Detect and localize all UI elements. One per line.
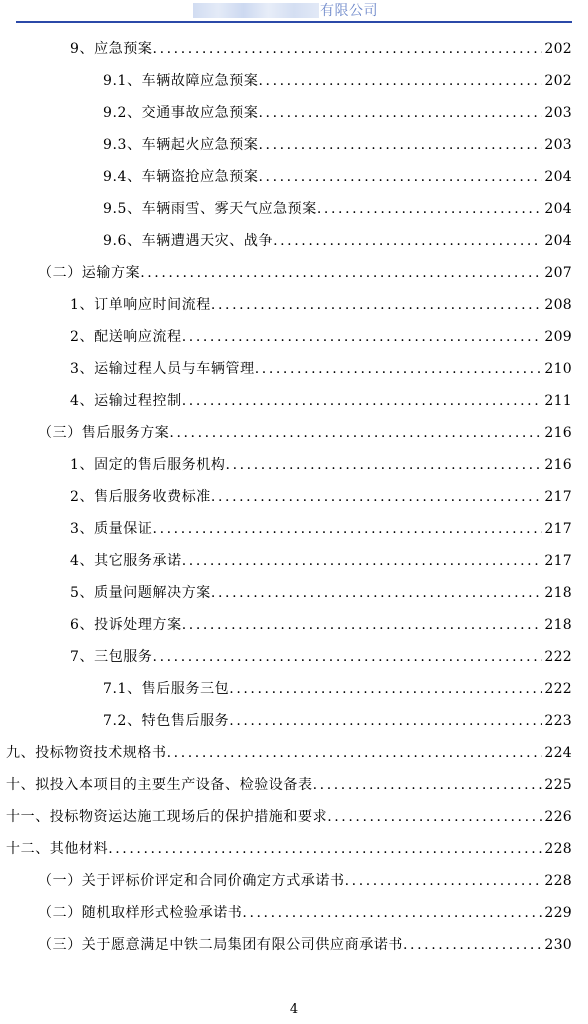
toc-dot-leader xyxy=(273,230,542,252)
toc-entry-title: 7.2、特色售后服务 xyxy=(103,713,230,729)
toc-dot-leader xyxy=(258,102,542,124)
toc-entry-title: 十二、其他材料 xyxy=(6,841,109,857)
toc-entry-page: 202 xyxy=(544,41,572,57)
toc-entry-title: 9.1、车辆故障应急预案 xyxy=(103,73,259,89)
toc-entry[interactable] xyxy=(6,774,572,796)
toc-entry-page: 217 xyxy=(544,553,572,569)
toc-dot-leader xyxy=(140,262,542,284)
toc-entry[interactable] xyxy=(103,102,572,124)
toc-entry[interactable] xyxy=(70,38,572,60)
toc-dot-leader xyxy=(258,166,542,188)
toc-dot-leader xyxy=(211,486,542,508)
toc-dot-leader xyxy=(108,838,542,860)
page-number: 4 xyxy=(289,1002,299,1017)
toc-dot-leader xyxy=(345,870,543,892)
toc-dot-leader xyxy=(255,358,543,380)
toc-entry[interactable] xyxy=(70,646,572,668)
toc-entry-page: 225 xyxy=(544,777,572,793)
toc-entry[interactable] xyxy=(103,198,572,220)
redacted-company-name xyxy=(193,3,319,18)
toc-dot-leader xyxy=(211,294,542,316)
toc-entry-page: 202 xyxy=(544,73,572,89)
toc-entry-title: 9.3、车辆起火应急预案 xyxy=(103,137,259,153)
toc-entry[interactable] xyxy=(70,358,572,380)
toc-entry-page: 209 xyxy=(544,329,572,345)
toc-entry-title: 3、质量保证 xyxy=(70,521,153,537)
toc-entry-title: 4、运输过程控制 xyxy=(70,393,182,409)
toc-dot-leader xyxy=(226,454,543,476)
toc-entry[interactable] xyxy=(6,742,572,764)
toc-entry-title: 1、固定的售后服务机构 xyxy=(70,457,226,473)
toc-entry-page: 210 xyxy=(544,361,572,377)
toc-entry-page: 223 xyxy=(544,713,572,729)
toc-dot-leader xyxy=(229,710,542,732)
toc-entry-title: 9.2、交通事故应急预案 xyxy=(103,105,259,121)
toc-entry[interactable] xyxy=(103,134,572,156)
toc-dot-leader xyxy=(153,646,543,668)
toc-entry-title: 2、配送响应流程 xyxy=(70,329,182,345)
toc-dot-leader xyxy=(327,806,542,828)
toc-entry-title: （二）随机取样形式检验承诺书 xyxy=(38,905,243,921)
toc-entry-page: 204 xyxy=(544,169,572,185)
toc-dot-leader xyxy=(317,198,543,220)
toc-entry[interactable] xyxy=(6,806,572,828)
toc-entry[interactable] xyxy=(103,678,572,700)
toc-dot-leader xyxy=(167,742,543,764)
toc-dot-leader xyxy=(229,678,542,700)
page-header xyxy=(0,0,588,22)
toc-entry-title: （三）售后服务方案 xyxy=(38,425,170,441)
toc-entry-page: 217 xyxy=(544,521,572,537)
toc-entry-title: 7、三包服务 xyxy=(70,649,153,665)
toc-entry[interactable] xyxy=(70,454,572,476)
toc-entry[interactable] xyxy=(103,710,572,732)
toc-entry-page: 203 xyxy=(544,137,572,153)
toc-entry-title: 9.6、车辆遭遇天灾、战争 xyxy=(103,233,274,249)
toc-entry-page: 228 xyxy=(544,841,572,857)
toc-entry-title: 3、运输过程人员与车辆管理 xyxy=(70,361,255,377)
header-company-suffix: 有限公司 xyxy=(320,3,378,19)
toc-entry-page: 222 xyxy=(544,649,572,665)
toc-entry-page: 230 xyxy=(544,937,572,953)
toc-entry[interactable] xyxy=(70,390,572,412)
toc-entry-page: 228 xyxy=(544,873,572,889)
toc-entry-title: 1、订单响应时间流程 xyxy=(70,297,211,313)
toc-dot-leader xyxy=(313,774,543,796)
toc-entry-title: 十一、投标物资运达施工现场后的保护措施和要求 xyxy=(6,809,328,825)
toc-entry-page: 218 xyxy=(544,617,572,633)
toc-dot-leader xyxy=(258,134,542,156)
toc-entry-title: （二）运输方案 xyxy=(38,265,141,281)
toc-entry-title: 九、投标物资技术规格书 xyxy=(6,745,167,761)
toc-dot-leader xyxy=(242,902,542,924)
toc-entry-page: 224 xyxy=(544,745,572,761)
toc-dot-leader xyxy=(403,934,542,956)
toc-entry-page: 204 xyxy=(544,201,572,217)
toc-dot-leader xyxy=(182,326,543,348)
toc-entry-page: 222 xyxy=(544,681,572,697)
toc-entry-page: 207 xyxy=(544,265,572,281)
toc-entry[interactable] xyxy=(38,902,572,924)
toc-entry-title: （三）关于愿意满足中铁二局集团有限公司供应商承诺书 xyxy=(38,937,403,953)
toc-entry[interactable] xyxy=(70,326,572,348)
toc-entry[interactable] xyxy=(6,838,572,860)
toc-entry-page: 208 xyxy=(544,297,572,313)
toc-entry-page: 216 xyxy=(544,425,572,441)
toc-dot-leader xyxy=(169,422,542,444)
toc-dot-leader xyxy=(153,518,543,540)
toc-entry-page: 218 xyxy=(544,585,572,601)
toc-entry-title: 4、其它服务承诺 xyxy=(70,553,182,569)
toc-dot-leader xyxy=(182,550,543,572)
toc-entry-page: 204 xyxy=(544,233,572,249)
toc-dot-leader xyxy=(182,390,543,412)
toc-entry-page: 229 xyxy=(544,905,572,921)
toc-entry-page: 226 xyxy=(544,809,572,825)
toc-entry-title: （一）关于评标价评定和合同价确定方式承诺书 xyxy=(38,873,345,889)
toc-entry[interactable] xyxy=(70,518,572,540)
toc-entry-title: 9.4、车辆盗抢应急预案 xyxy=(103,169,259,185)
toc-entry-title: 9.5、车辆雨雪、雾天气应急预案 xyxy=(103,201,317,217)
toc-entry[interactable] xyxy=(70,550,572,572)
toc-entry[interactable] xyxy=(70,614,572,636)
toc-entry-title: 5、质量问题解决方案 xyxy=(70,585,211,601)
toc-entry-title: 十、拟投入本项目的主要生产设备、检验设备表 xyxy=(6,777,313,793)
toc-entry-page: 216 xyxy=(544,457,572,473)
toc-dot-leader xyxy=(153,38,543,60)
toc-entry-page: 203 xyxy=(544,105,572,121)
toc-entry[interactable] xyxy=(70,486,572,508)
toc-entry-title: 6、投诉处理方案 xyxy=(70,617,182,633)
toc-entry-title: 2、售后服务收费标准 xyxy=(70,489,211,505)
toc-dot-leader xyxy=(258,70,542,92)
toc-entry[interactable] xyxy=(70,294,572,316)
toc-entry-page: 211 xyxy=(544,393,572,409)
toc-entry-title: 9、应急预案 xyxy=(70,41,153,57)
toc-entry[interactable] xyxy=(103,166,572,188)
toc-dot-leader xyxy=(182,614,543,636)
toc-entry-title: 7.1、售后服务三包 xyxy=(103,681,230,697)
toc-dot-leader xyxy=(211,582,542,604)
toc-entry[interactable] xyxy=(38,870,572,892)
toc-entry[interactable] xyxy=(103,230,572,252)
toc-entry[interactable] xyxy=(38,422,572,444)
toc-entry[interactable] xyxy=(70,582,572,604)
toc-entry[interactable] xyxy=(103,70,572,92)
toc-entry[interactable] xyxy=(38,934,572,956)
header-rule xyxy=(16,21,572,23)
toc-entry-page: 217 xyxy=(544,489,572,505)
toc-entry[interactable] xyxy=(38,262,572,284)
